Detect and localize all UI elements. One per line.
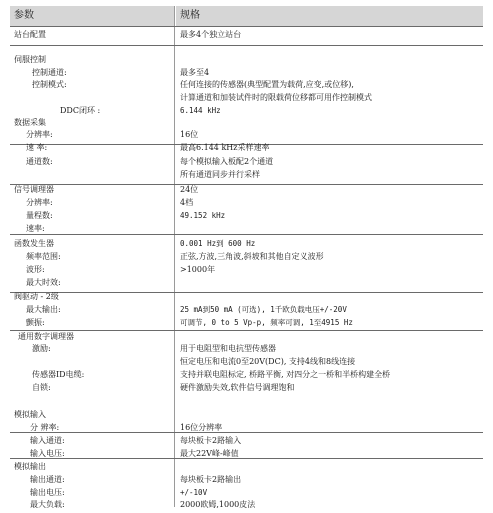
header-spec-cell [176, 6, 483, 26]
servo-ddc-label: DDC闭环 : [60, 106, 101, 115]
analog-in-resolution-label: 分 辨率: [30, 423, 60, 432]
acquisition-channels-value-2: 所有通道同步并行采样 [180, 170, 260, 179]
station-label: 站台配置 [14, 30, 46, 39]
analog-out-channels-value: 每块板卡2路输出 [180, 475, 242, 484]
servo-mode-value-1: 任何连接的传感器(典型配置为载荷,应变,或位移), [180, 80, 354, 89]
valve-dither-label: 颤振: [26, 318, 45, 327]
conditioner-range-label: 量程数: [26, 211, 53, 220]
generator-freq-label: 频率范围: [26, 252, 61, 261]
servo-mode-label: 控制模式: [32, 80, 67, 89]
analog-in-title: 模拟输入 [14, 410, 46, 419]
acquisition-channels-value-1: 每个模拟输入板配2个通道 [180, 157, 274, 166]
conditioner-title-value: 24位 [180, 185, 199, 194]
row-divider [10, 292, 483, 293]
digital-excite-value-2: 恒定电压和电流0至20V(DC), 支持4线和8线连接 [180, 357, 356, 366]
station-value: 最多4个独立站台 [180, 30, 242, 39]
generator-title-value: 0.001 Hz到 600 Hz [180, 239, 256, 248]
digital-excite-label: 激励: [32, 344, 51, 353]
servo-mode-value-2: 计算通道和加装试件时的限载荷位移都可用作控制模式 [180, 93, 372, 102]
row-divider [10, 458, 483, 459]
servo-ddc-value: 6.144 kHz [180, 106, 221, 115]
servo-channels-label: 控制通道: [32, 68, 67, 77]
row-divider [10, 26, 483, 27]
valve-output-label: 最大输出: [26, 305, 61, 314]
analog-out-voltage-value: +/-10V [180, 488, 208, 497]
row-divider [10, 234, 483, 235]
row-divider [10, 184, 483, 185]
acquisition-title: 数据采集 [14, 118, 46, 127]
analog-in-voltage-value: 最大22V峰-峰值 [180, 449, 239, 458]
generator-wave-value: >1000年 [180, 265, 216, 274]
analog-out-title: 模拟输出 [14, 462, 46, 471]
analog-in-voltage-label: 输入电压: [30, 449, 65, 458]
valve-output-value: 25 mA到50 mA (可选), 1千欧负载电压+/-20V [180, 305, 347, 314]
header-param-cell [10, 6, 174, 26]
generator-time-label: 最大时效: [26, 278, 61, 287]
analog-out-channels-label: 输出通道: [30, 475, 65, 484]
generator-wave-label: 波形: [26, 265, 45, 274]
conditioner-range-value: 49.152 kHz [180, 211, 226, 220]
digital-excite-value-1: 用于电阻型和电抗型传感器 [180, 344, 276, 353]
analog-in-channels-label: 输入通道: [30, 436, 65, 445]
digital-auto-value: 硬件激励失效,软件信号调理饱和 [180, 383, 295, 392]
generator-title: 函数发生器 [14, 239, 54, 248]
digital-auto-label: 自锁: [32, 383, 51, 392]
conditioner-resolution-value: 4档 [180, 198, 194, 207]
header-param: 参数 [14, 10, 34, 21]
analog-out-load-label: 最大负载: [30, 500, 65, 509]
servo-channels-value: 最多至4 [180, 68, 210, 77]
digital-id-value: 支持并联电阻标定, 桥路平衡, 对四分之一桥和半桥构建全桥 [180, 370, 391, 379]
conditioner-rate-label: 速率: [26, 224, 45, 233]
generator-freq-value: 正弦,方波,三角波,斜坡和其他自定义波形 [180, 252, 324, 261]
analog-in-channels-value: 每块板卡2路输入 [180, 436, 242, 445]
header-spec: 规格 [180, 10, 200, 21]
acquisition-resolution-label: 分辨率: [26, 130, 53, 139]
acquisition-resolution-value: 16位 [180, 130, 199, 139]
row-divider [10, 330, 483, 331]
analog-out-load-value: 2000欧姆,1000皮法 [180, 500, 256, 509]
servo-title: 伺服控制 [14, 55, 46, 64]
acquisition-channels-label: 通道数: [26, 157, 53, 166]
conditioner-title: 信号调理器 [14, 185, 54, 194]
analog-out-voltage-label: 输出电压: [30, 488, 65, 497]
row-divider [10, 432, 483, 433]
valve-title: 阀驱动 - 2级 [14, 292, 59, 301]
digital-title: 通用数字调理器 [18, 332, 74, 341]
digital-id-label: 传感器ID电缆: [32, 370, 85, 379]
valve-dither-value: 可调节, 0 to 5 Vp-p, 频率可调, 1至4915 Hz [180, 318, 353, 327]
conditioner-resolution-label: 分辨率: [26, 198, 53, 207]
acquisition-speed-value: 最高6.144 kHz采样速率 [180, 143, 270, 152]
analog-in-resolution-value: 16位分辨率 [180, 423, 223, 432]
row-divider [10, 45, 483, 46]
acquisition-speed-label: 速 率: [26, 143, 48, 152]
